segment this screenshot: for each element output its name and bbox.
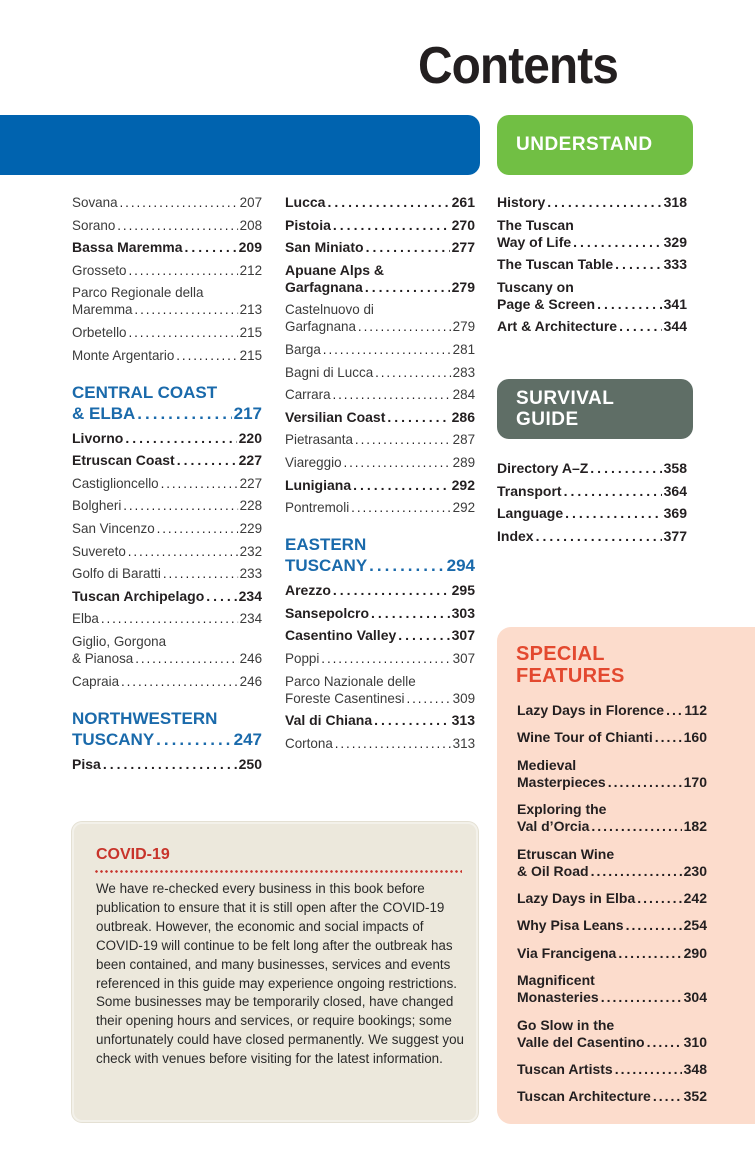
understand-list: [497, 194, 687, 341]
entry-title-line1: Apuane Alps &: [285, 261, 385, 278]
toc-entry[interactable]: [517, 1088, 707, 1105]
page-number: 207: [239, 194, 263, 210]
toc-entry[interactable]: [72, 497, 262, 514]
page-number: 303: [451, 604, 475, 621]
entry-title: Castiglioncello: [72, 474, 159, 491]
page-number: 217: [233, 403, 262, 423]
dot-leader: [618, 945, 681, 962]
page-number: 160: [683, 729, 707, 746]
toc-entry[interactable]: [517, 846, 707, 880]
entry-title: Bagni di Lucca: [285, 363, 374, 380]
entry-title-line1: Medieval: [517, 756, 577, 773]
dot-leader: [333, 582, 450, 599]
page-number: 220: [238, 429, 262, 446]
toc-entry[interactable]: [285, 627, 475, 644]
page-number: 281: [452, 340, 476, 357]
page-number: 333: [663, 256, 687, 273]
entry-title: Valle del Casentino: [517, 1033, 645, 1050]
dot-leader: [637, 890, 681, 907]
section-title-line1: CENTRAL COAST: [72, 382, 218, 402]
page-number: 277: [451, 239, 475, 256]
dot-leader: [206, 588, 236, 605]
toc-entry[interactable]: [72, 239, 262, 256]
dot-leader: [565, 505, 662, 522]
toc-column-1: [72, 194, 262, 778]
entry-title: Suvereto: [72, 542, 126, 559]
page-number: 233: [239, 565, 263, 582]
page-number: 215: [239, 346, 263, 363]
entry-title: TUSCANY: [72, 729, 155, 749]
toc-entry[interactable]: [72, 756, 262, 773]
dot-leader: [365, 279, 450, 296]
entry-title: Casentino Valley: [285, 627, 397, 644]
dot-leader: [103, 756, 237, 773]
dot-leader: [355, 431, 451, 448]
toc-entry[interactable]: [517, 702, 707, 719]
toc-entry[interactable]: [497, 279, 687, 313]
entry-title-line1: Go Slow in the: [517, 1016, 615, 1033]
entry-title: Language: [497, 505, 564, 522]
dot-leader: [597, 296, 662, 313]
entry-title: Pisa: [72, 755, 101, 772]
dot-leader: [332, 386, 450, 403]
toc-entry[interactable]: [285, 673, 475, 707]
page-number: 209: [238, 239, 262, 256]
dot-leader: [564, 483, 662, 500]
page-number: 247: [233, 729, 262, 749]
entry-title: Versilian Coast: [285, 408, 386, 425]
toc-entry[interactable]: [517, 1061, 707, 1078]
entry-title: Viareggio: [285, 453, 342, 470]
page-number: 212: [239, 261, 263, 278]
dot-leader: [371, 605, 450, 622]
page-title: Contents: [418, 37, 618, 95]
entry-title: Via Francigena: [517, 944, 617, 961]
entry-title: Etruscan Coast: [72, 452, 175, 469]
page-number: 348: [683, 1060, 707, 1077]
section-heading-eastern-tuscany[interactable]: [285, 534, 475, 576]
page-number: 304: [683, 989, 707, 1006]
special-title-line2: FEATURES: [516, 665, 625, 687]
toc-entry[interactable]: [497, 505, 687, 522]
toc-entry[interactable]: [72, 430, 262, 447]
section-heading-central-coast[interactable]: [72, 382, 262, 424]
toc-entry[interactable]: [285, 582, 475, 599]
special-features-box: [497, 627, 755, 1124]
entry-title: Lazy Days in Elba: [517, 889, 636, 906]
entry-title: Garfagnana: [285, 318, 356, 335]
dot-leader: [125, 430, 236, 447]
toc-entry[interactable]: [497, 217, 687, 251]
entry-title-line1: Parco Nazionale delle: [285, 672, 416, 689]
dot-leader: [369, 555, 444, 576]
dot-leader: [626, 917, 682, 934]
toc-entry[interactable]: [285, 386, 475, 403]
toc-entry[interactable]: [72, 673, 262, 690]
entry-title: Foreste Casentinesi: [285, 689, 405, 706]
dot-leader: [366, 239, 450, 256]
entry-title: Lucca: [285, 194, 326, 210]
page-number: 286: [451, 408, 475, 425]
entry-title: TUSCANY: [285, 556, 368, 576]
dot-leader: [387, 409, 449, 426]
header-blue-bar: [0, 115, 480, 175]
entry-title: San Miniato: [285, 239, 364, 256]
dot-leader: [398, 627, 449, 644]
toc-entry[interactable]: [285, 735, 475, 752]
survival-guide-section-header: [497, 379, 693, 439]
toc-entry[interactable]: [72, 347, 262, 364]
entry-title-line1: Castelnuovo di: [285, 301, 374, 318]
toc-entry[interactable]: [517, 729, 707, 746]
entry-title: Carrara: [285, 386, 331, 403]
survival-label-line2: GUIDE: [516, 409, 579, 430]
entry-title: Pontremoli: [285, 499, 350, 516]
section-heading-northwestern-tuscany[interactable]: [72, 708, 262, 750]
page-number: 246: [239, 649, 263, 666]
page-number: 232: [239, 542, 263, 559]
page-number: 313: [452, 734, 476, 751]
page-number: 284: [452, 386, 476, 403]
dot-leader: [128, 262, 237, 279]
page-number: 287: [452, 431, 476, 448]
special-title-line1: SPECIAL: [516, 643, 605, 665]
toc-entry[interactable]: [517, 890, 707, 907]
page-number: 352: [683, 1088, 707, 1105]
toc-entry[interactable]: [497, 460, 687, 477]
dot-leader: [374, 712, 450, 729]
page-number: 215: [239, 323, 263, 340]
toc-entry[interactable]: [285, 499, 475, 516]
toc-group: [497, 194, 687, 335]
section-title-line1: NORTHWESTERN: [72, 708, 218, 728]
dot-leader: [117, 217, 237, 234]
toc-entry[interactable]: [517, 972, 707, 1006]
dot-leader: [353, 477, 450, 494]
dot-leader: [101, 610, 238, 627]
entry-title: Way of Life: [497, 233, 572, 250]
section-title-line1: EASTERN: [285, 535, 367, 555]
dot-leader: [137, 403, 231, 424]
toc-entry[interactable]: [285, 239, 475, 256]
toc-entry[interactable]: [72, 475, 262, 492]
dot-leader: [601, 989, 682, 1006]
entry-title: Livorno: [72, 429, 124, 446]
entry-title: Wine Tour of Chianti: [517, 729, 653, 746]
toc-group: [285, 582, 475, 752]
dot-leader: [120, 194, 238, 211]
entry-title: & Pianosa: [72, 649, 134, 666]
entry-title: Val d’Orcia: [517, 818, 590, 835]
toc-entry[interactable]: [497, 528, 687, 545]
entry-title: Grosseto: [72, 261, 127, 278]
toc-entry[interactable]: [72, 262, 262, 279]
toc-entry[interactable]: [497, 194, 687, 211]
toc-entry[interactable]: [497, 483, 687, 500]
covid-notice-box: [72, 822, 478, 1122]
entry-title: & Oil Road: [517, 862, 589, 879]
dot-leader: [591, 863, 682, 880]
dot-leader: [135, 650, 238, 667]
page-number: 310: [683, 1033, 707, 1050]
page-number: 295: [451, 582, 475, 599]
page-number: 344: [663, 318, 687, 335]
entry-title-line1: The Tuscan: [497, 216, 574, 233]
toc-entry[interactable]: [285, 477, 475, 494]
dot-leader: [327, 194, 449, 211]
dot-leader: [323, 341, 451, 358]
toc-entry[interactable]: [72, 520, 262, 537]
page-number: 313: [451, 712, 475, 729]
dot-leader: [615, 1061, 682, 1078]
page-number: 227: [239, 474, 263, 491]
page-number: 229: [239, 519, 263, 536]
toc-entry[interactable]: [72, 324, 262, 341]
toc-group: [72, 756, 262, 773]
toc-entry[interactable]: [517, 801, 707, 835]
entry-title: Masterpieces: [517, 773, 606, 790]
entry-title: Poppi: [285, 649, 320, 666]
entry-title: Tuscan Artists: [517, 1060, 613, 1077]
entry-title: Sorano: [72, 216, 116, 233]
page-number: 283: [452, 363, 476, 380]
entry-title-line1: Etruscan Wine: [517, 845, 615, 862]
dot-leader: [653, 1088, 682, 1105]
entry-title: Tuscan Architecture: [517, 1088, 651, 1105]
toc-entry[interactable]: [285, 712, 475, 729]
page-number: 270: [451, 216, 475, 233]
dot-leader: [375, 364, 451, 381]
page-number: 292: [452, 499, 476, 516]
dot-leader: [666, 702, 682, 719]
dot-leader: [177, 452, 237, 469]
entry-title: History: [497, 194, 546, 210]
dot-leader: [176, 347, 237, 364]
toc-entry[interactable]: [72, 452, 262, 469]
page-number: 182: [683, 818, 707, 835]
toc-entry[interactable]: [285, 217, 475, 234]
toc-entry[interactable]: [285, 431, 475, 448]
entry-title: Orbetello: [72, 323, 127, 340]
page-number: 261: [451, 194, 475, 210]
page-number: 208: [239, 216, 263, 233]
entry-title: Art & Architecture: [497, 318, 618, 335]
page-number: 227: [238, 452, 262, 469]
toc-entry[interactable]: [285, 364, 475, 381]
toc-entry[interactable]: [72, 565, 262, 582]
dot-leader: [121, 673, 238, 690]
dot-leader: [333, 217, 450, 234]
dot-leader: [134, 301, 237, 318]
dot-leader: [163, 565, 238, 582]
entry-title: Bolgheri: [72, 497, 122, 514]
page-number: 318: [663, 194, 687, 210]
entry-title: San Vincenzo: [72, 519, 155, 536]
toc-entry[interactable]: [72, 194, 262, 211]
page-number: 294: [446, 556, 475, 576]
dot-leader: [615, 256, 661, 273]
toc-group: [497, 460, 687, 545]
entry-title: & ELBA: [72, 403, 136, 423]
toc-entry[interactable]: [497, 318, 687, 335]
entry-title: Cortona: [285, 734, 333, 751]
toc-entry[interactable]: [285, 650, 475, 667]
dot-leader: [321, 650, 450, 667]
entry-title: Pistoia: [285, 216, 331, 233]
dot-leader: [123, 497, 237, 514]
toc-entry[interactable]: [285, 341, 475, 358]
survival-list: [497, 460, 687, 550]
entry-title: Lunigiana: [285, 476, 352, 493]
toc-entry[interactable]: [72, 217, 262, 234]
entry-title-line1: Giglio, Gorgona: [72, 632, 167, 649]
page-number: 228: [239, 497, 263, 514]
entry-title: Val di Chiana: [285, 712, 373, 729]
page-number: 213: [239, 301, 263, 318]
page-number: 358: [663, 460, 687, 476]
entry-title: Maremma: [72, 301, 133, 318]
dot-leader: [128, 543, 238, 560]
dot-leader: [608, 774, 682, 791]
dot-leader: [591, 818, 681, 835]
dot-leader: [547, 194, 661, 211]
entry-title: Monasteries: [517, 989, 599, 1006]
toc-entry[interactable]: [285, 605, 475, 622]
page-number: 377: [663, 527, 687, 544]
dot-leader: [573, 234, 661, 251]
page-number: 369: [663, 505, 687, 522]
entry-title: Barga: [285, 340, 321, 357]
dot-leader: [647, 1034, 682, 1051]
entry-title: Garfagnana: [285, 278, 363, 295]
special-features-list: [517, 702, 707, 1116]
covid-text: We have re-checked every business in this book before publication to ensure that it is still open after the COVID-19 outbreak. However, the economic and social impacts of COVID-19 will continue to be felt long after the outbreak has been contained, and many businesses, services and events referenced in this guide may experience ongoing restrictions. Some businesses may be temporarily closed, have changed their opening hours and services, or require bookings; some unfortunately could have closed permanently. We suggest you check with venues before visiting for the latest information.: [96, 881, 464, 1067]
toc-entry[interactable]: [517, 917, 707, 934]
toc-entry[interactable]: [72, 284, 262, 318]
entry-title: Tuscan Archipelago: [72, 587, 205, 604]
toc-column-2: [285, 194, 475, 757]
toc-entry[interactable]: [285, 409, 475, 426]
dot-leader: [156, 729, 231, 750]
page-number: 329: [663, 233, 687, 250]
dot-leader: [128, 324, 237, 341]
entry-title: Sovana: [72, 194, 118, 210]
dot-leader: [185, 239, 237, 256]
page-number: 292: [451, 476, 475, 493]
toc-group: [517, 702, 707, 1105]
toc-entry[interactable]: [517, 757, 707, 791]
toc-entry[interactable]: [72, 588, 262, 605]
toc-entry[interactable]: [285, 454, 475, 471]
entry-title: Bassa Maremma: [72, 239, 183, 256]
page-number: 279: [452, 318, 476, 335]
page-number: 364: [663, 482, 687, 499]
dot-leader: [406, 690, 450, 707]
entry-title: Why Pisa Leans: [517, 917, 624, 934]
dot-leader: [335, 735, 451, 752]
dot-leader: [619, 318, 662, 335]
toc-entry[interactable]: [517, 945, 707, 962]
entry-title: Transport: [497, 482, 562, 499]
page-number: 289: [452, 453, 476, 470]
entry-title-line1: Magnificent: [517, 972, 595, 989]
dot-leader: [655, 729, 682, 746]
dot-leader: [343, 454, 450, 471]
entry-title: Page & Screen: [497, 295, 596, 312]
dot-leader: [157, 520, 238, 537]
entry-title: Monte Argentario: [72, 346, 175, 363]
covid-title: COVID-19: [96, 846, 170, 863]
entry-title: Capraia: [72, 672, 120, 689]
entry-title: Arezzo: [285, 582, 331, 599]
page-number: 254: [683, 917, 707, 934]
page-number: 307: [452, 649, 476, 666]
entry-title: The Tuscan Table: [497, 256, 614, 273]
toc-group: [72, 430, 262, 690]
toc-entry[interactable]: [497, 256, 687, 273]
entry-title: Lazy Days in Florence: [517, 702, 665, 718]
page-number: 250: [238, 755, 262, 772]
page-number: 234: [238, 587, 262, 604]
page-number: 341: [663, 295, 687, 312]
entry-title-line1: Parco Regionale della: [72, 284, 204, 301]
page-number: 112: [684, 702, 707, 718]
toc-entry[interactable]: [72, 543, 262, 560]
dot-leader: [590, 460, 661, 477]
toc-entry[interactable]: [72, 633, 262, 667]
entry-title: Sansepolcro: [285, 604, 370, 621]
entry-title: Pietrasanta: [285, 431, 353, 448]
page-number: 230: [683, 862, 707, 879]
understand-label: UNDERSTAND: [516, 134, 653, 155]
dot-leader: [161, 475, 238, 492]
understand-section-header: [497, 115, 693, 175]
page-number: 246: [239, 672, 263, 689]
entry-title: Directory A–Z: [497, 460, 589, 476]
toc-entry[interactable]: [285, 301, 475, 335]
page-number: 290: [683, 944, 707, 961]
toc-entry[interactable]: [517, 1017, 707, 1051]
page-number: 307: [451, 627, 475, 644]
survival-label-line1: SURVIVAL: [516, 388, 615, 409]
page-number: 242: [683, 889, 707, 906]
toc-group: [72, 194, 262, 364]
entry-title: Golfo di Baratti: [72, 565, 161, 582]
page-number: 234: [239, 610, 263, 627]
toc-entry[interactable]: [285, 194, 475, 211]
entry-title-line1: Exploring the: [517, 801, 607, 818]
dot-leader: [358, 318, 451, 335]
page-number: 170: [683, 773, 707, 790]
entry-title: Elba: [72, 610, 99, 627]
dot-leader: [536, 528, 662, 545]
special-features-title: [516, 643, 625, 687]
toc-entry[interactable]: [72, 610, 262, 627]
dotted-divider: [94, 870, 462, 873]
page-number: 279: [451, 278, 475, 295]
toc-entry[interactable]: [285, 262, 475, 296]
entry-title: Index: [497, 527, 534, 544]
dot-leader: [351, 499, 451, 516]
toc-group: [285, 194, 475, 516]
page-number: 309: [452, 689, 476, 706]
entry-title-line1: Tuscany on: [497, 278, 574, 295]
